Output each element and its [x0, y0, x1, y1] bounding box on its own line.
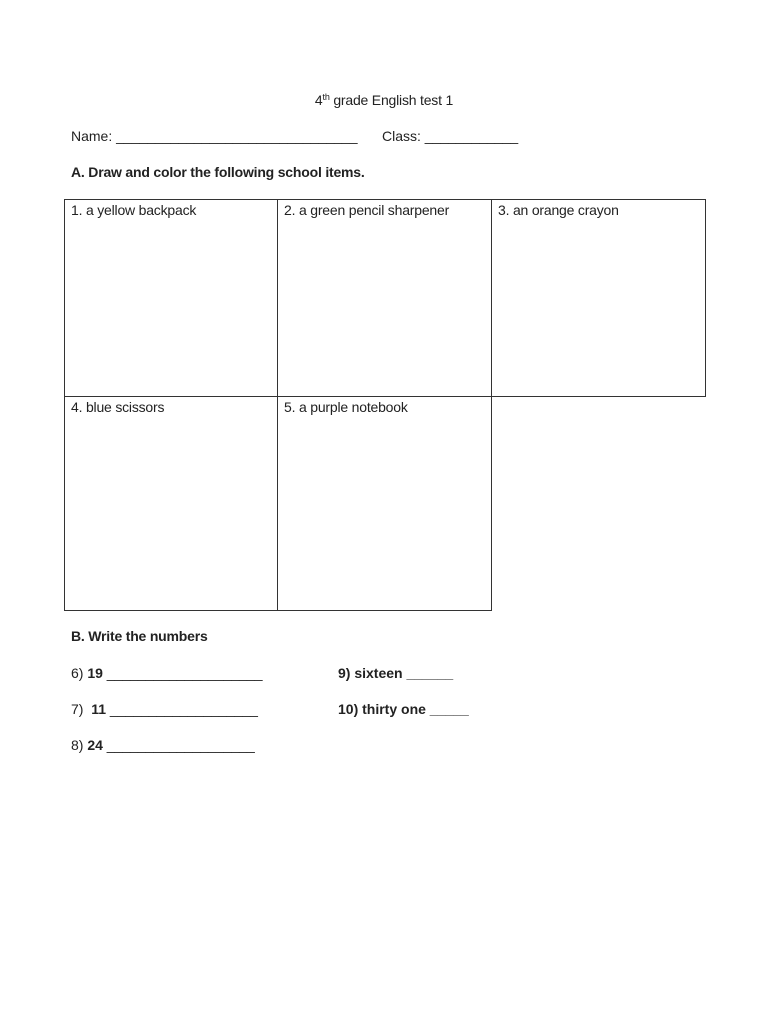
- question-10: 10) thirty one _____: [338, 701, 469, 717]
- title-suffix: grade English test 1: [329, 92, 454, 108]
- question-number: 11: [91, 701, 107, 717]
- answer-blank: ___________________: [102, 737, 255, 753]
- drawing-box-1: [64, 199, 278, 397]
- question-prefix: 7): [71, 701, 92, 717]
- drawing-box-4: [64, 396, 278, 611]
- drawing-box-3: [491, 199, 706, 397]
- question-9: 9) sixteen ______: [338, 665, 454, 681]
- section-b-heading: B. Write the numbers: [71, 628, 208, 644]
- answer-blank: ____________________: [102, 665, 263, 681]
- drawing-box-label: 4. blue scissors: [71, 399, 165, 415]
- question-7: [71, 701, 258, 717]
- class-field-line: Class: ____________: [382, 128, 519, 144]
- drawing-box-5: [277, 396, 492, 611]
- question-prefix: 6): [71, 665, 88, 681]
- title-superscript: th: [322, 92, 330, 102]
- question-8: [71, 737, 255, 753]
- question-number: 24: [87, 737, 103, 753]
- question-6: [71, 665, 263, 681]
- drawing-box-label: 5. a purple notebook: [284, 399, 408, 415]
- question-prefix: 8): [71, 737, 88, 753]
- drawing-box-label: 1. a yellow backpack: [71, 202, 197, 218]
- drawing-box-2: [277, 199, 492, 397]
- name-field-line: Name: _______________________________: [71, 128, 358, 144]
- title-prefix: 4: [314, 92, 323, 108]
- section-a-heading: A. Draw and color the following school items.: [71, 164, 365, 180]
- answer-blank: ___________________: [106, 701, 258, 717]
- question-number: 19: [87, 665, 103, 681]
- drawing-grid: [64, 199, 706, 611]
- drawing-box-label: 3. an orange crayon: [498, 202, 619, 218]
- drawing-box-label: 2. a green pencil sharpener: [284, 202, 450, 218]
- page-title: [0, 92, 768, 108]
